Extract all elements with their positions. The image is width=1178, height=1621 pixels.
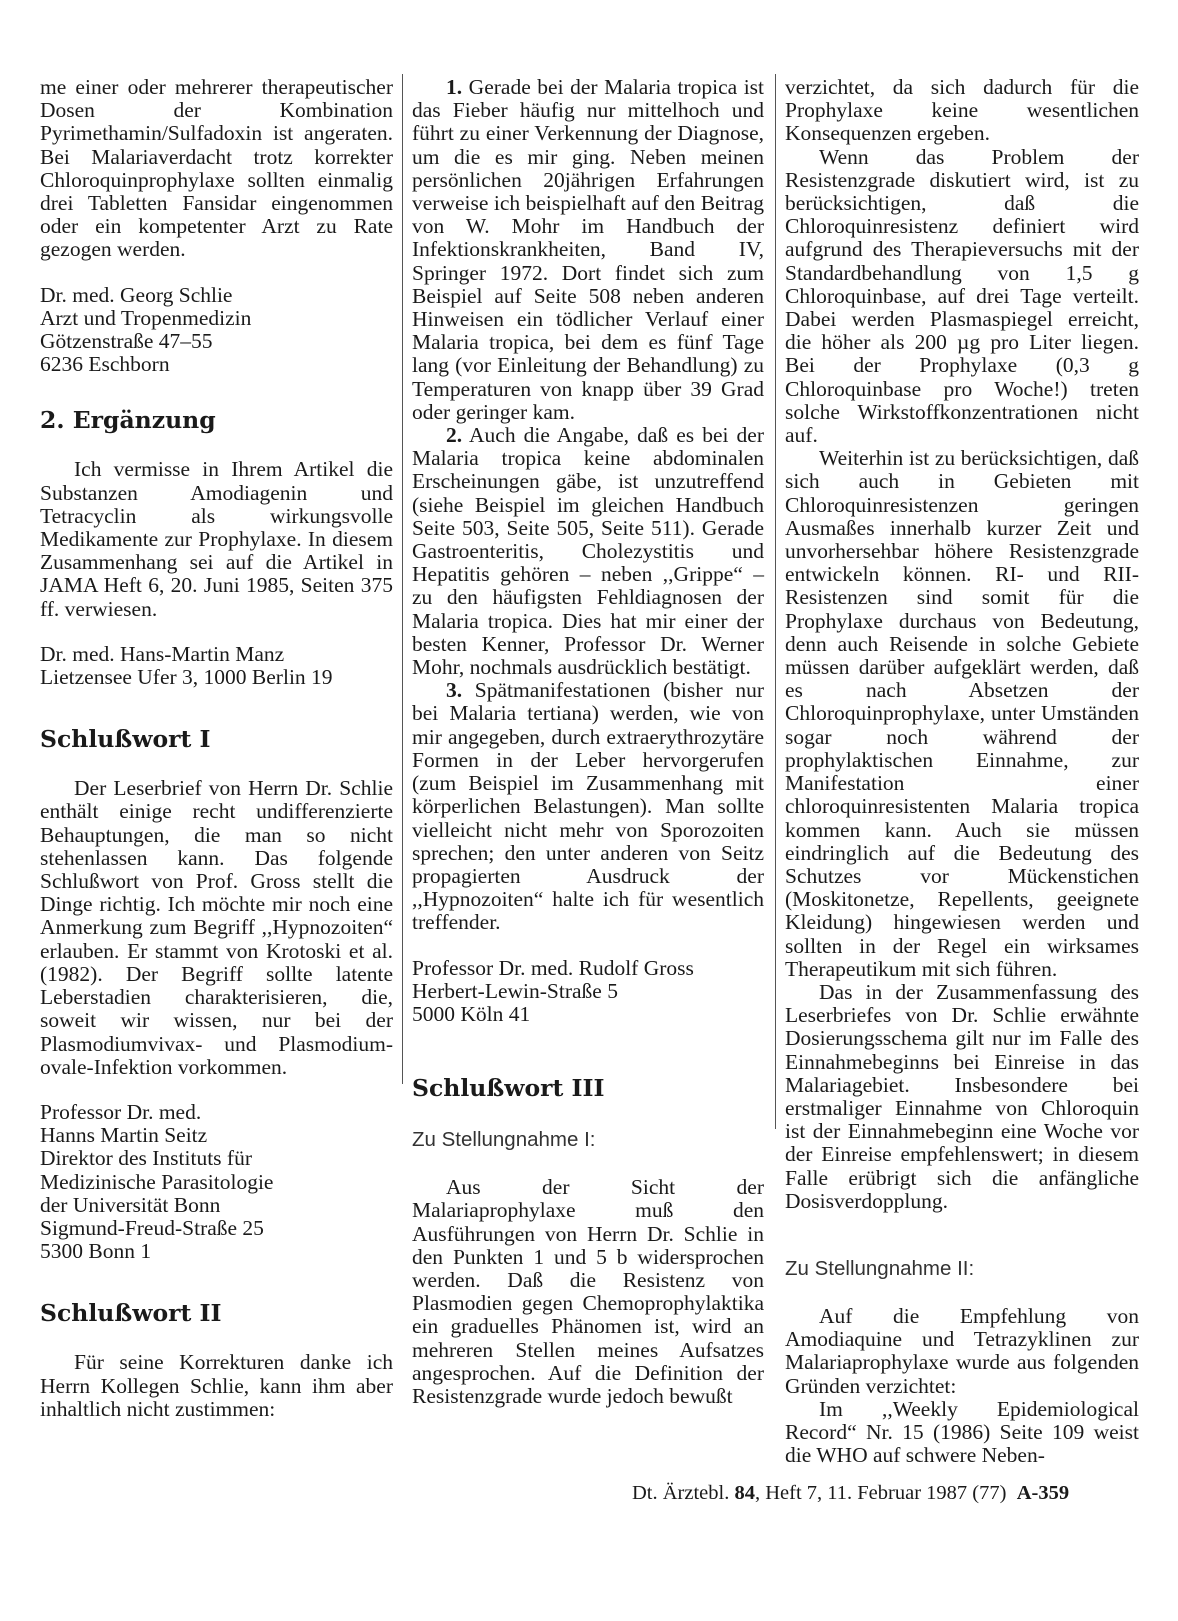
signature-line: Direktor des Instituts für: [40, 1146, 252, 1171]
paragraph-point-3: [412, 679, 764, 934]
paragraph-dosierungsschema: Das in der Zusammenfassung des Leserbriefes von Dr. Schlie erwähnte Dosierungsschema gilt nur im Falle des Einnahmebeginns bei Einreise in das Malariagebiet. Insbesondere bei erstmaliger Einnahme von Chloroquin ist der Einnahmebeginn eine Woche vor der Einreise empfehlenswert; in diesem Falle erübrigt sich die anfängliche Dosisverdopplung.: [785, 979, 1139, 1213]
signature-line: Götzenstraße 47–55: [40, 329, 213, 354]
footer-page-number: A-359: [1016, 1482, 1070, 1504]
paragraph-schlusswort-1: Der Leserbrief von Herrn Dr. Schlie enthält einige recht undifferenzierte Behauptungen, die man so nicht stehenlassen kann. Das folgende Schlußwort von Prof. Gross stellt die Dinge richtig. Ich möchte mir noch eine Anmerkung zum Begriff ,,Hypnozoiten“ erlauben. Er stammt von Krotoski et al. (1982). Der Begriff sollte latente Leberstadien charakterisieren, die, soweit wir wissen, nur bei der Plasmodiumvivax- und Plasmodium-ovale-Infektion vorkommen.: [40, 776, 393, 1079]
point-number: 3.: [446, 678, 463, 703]
heading-schlusswort-3: Schlußwort III: [412, 1074, 605, 1103]
footer-journal: Dt. Ärztebl.: [632, 1482, 730, 1504]
column-3: [785, 76, 1139, 1467]
signature-line: Dr. med. Hans-Martin Manz: [40, 641, 285, 666]
signature-line: der Universität Bonn: [40, 1192, 221, 1217]
point-number: 2.: [446, 423, 463, 448]
heading-schlusswort-2: Schlußwort II: [40, 1299, 222, 1328]
signature-line: Medizinische Parasitologie: [40, 1169, 274, 1194]
signature-line: Hanns Martin Seitz: [40, 1123, 208, 1148]
signature-line: Lietzensee Ufer 3, 1000 Berlin 19: [40, 665, 333, 690]
paragraph-ergaenzung: Ich vermisse in Ihrem Artikel die Substanzen Amodiagenin und Tetracyclin als wirkungsvolle Medikamente zur Prophylaxe. In diesem Zusammenhang sei auf die Artikel in JAMA Heft 6, 20. Juni 1985, Seiten 375 ff. verwiesen.: [40, 457, 393, 621]
paragraph-continued: verzichtet, da sich dadurch für die Prophylaxe keine wesentlichen Konsequenzen ergeben.: [785, 75, 1139, 146]
signature-manz: [40, 643, 393, 689]
point-text: Auch die Angabe, daß es bei der Malaria tropica keine abdominalen Erscheinungen gäbe, ist unzutreffend (siehe Beispiel im gleichen Handbuch Seite 503, Seite 505, Seite 511). Gerade Gastroenteritis, Cholezystitis und Hepatitis gehören – neben ,,Grippe“ – zu den häufigsten Fehldiagnosen der Malaria tropica. Dies hat mir einer der besten Kenner, Professor Dr. Werner Mohr, nochmals ausdrücklich bestätigt.: [412, 423, 764, 680]
paragraph-weiterhin: Weiterhin ist zu berücksichtigen, daß sich auch in Gebieten mit Chloroquinresistenzen geringen Ausmaßes innerhalb kurzer Zeit und unvorhersehbar höhere Resistenzgrade entwickeln können. RI- und RII-Resistenzen sind somit für die Prophylaxe durchaus von Bedeutung, denn auch Reisende in solche Gebiete müssen darüber aufgeklärt werden, daß es nach Absetzen der Chloroquinprophylaxe, unter Umständen sogar noch während der prophylaktischen Einnahme, zur Manifestation einer chloroquinresistenten Malaria tropica kommen kann. Auch sie müssen eindringlich auf die Bedeutung des Schutzes vor Mückenstichen (Moskitonetze, Repellents, geeignete Kleidung) hingewiesen werden und sollten in der Regel ein wirksames Therapeutikum mit sich führen.: [785, 446, 1139, 981]
paragraph-stellungnahme-1: Aus der Sicht der Malariaprophylaxe muß den Ausführungen von Herrn Dr. Schlie in den Punkten 1 und 5 b widersprochen werden. Daß die Resistenz von Plasmodien gegen Chemoprophylaktika ein graduelles Phänomen ist, wird an mehreren Stellen meines Aufsatzes angesprochen. Auf die Definition der Resistenzgrade wurde jedoch bewußt: [412, 1175, 764, 1408]
column-divider-left: [402, 74, 403, 1084]
footer-issue: , Heft 7, 11. Februar 1987 (77): [754, 1482, 1007, 1504]
paragraph-resistenzgrade: Wenn das Problem der Resistenzgrade diskutiert wird, ist zu berücksichtigen, daß die Chloroquinresistenz definiert wird aufgrund des Therapieversuchs mit der Standardbehandlung von 1,5 g Chloroquinbase, auf drei Tage verteilt. Dabei werden Plasmaspiegel erreicht, die höher als 200 µg pro Liter liegen. Bei der Prophylaxe (0,3 g Chloroquinbase pro Woche!) treten solche Wirkstoffkonzentrationen nicht auf.: [785, 144, 1139, 448]
subheading-stellungnahme-1: Zu Stellungnahme I:: [412, 1128, 596, 1152]
heading-schlusswort-1: Schlußwort I: [40, 725, 211, 754]
point-text: Spätmanifestationen (bisher nur bei Malaria tertiana) werden, wie von mir angegeben, durch extraerythrozytäre Formen in der Leber hervorgerufen (zum Beispiel im Zusammenhang mit körperlichen Belastungen). Man sollte vielleicht nicht mehr von Sporozoiten sprechen; den unter anderen von Seitz propagierten Ausdruck der ,,Hypnozoiten“ halte ich für wesentlich treffender.: [412, 678, 764, 935]
point-number: 1.: [446, 75, 463, 99]
signature-line: Herbert-Lewin-Straße 5: [412, 978, 618, 1003]
signature-seitz: [40, 1101, 393, 1263]
signature-line: Professor Dr. med. Rudolf Gross: [412, 955, 694, 980]
signature-line: Professor Dr. med.: [40, 1099, 202, 1124]
subheading-stellungnahme-2: Zu Stellungnahme II:: [785, 1256, 975, 1280]
column-2: [412, 76, 764, 1408]
signature-line: 5000 Köln 41: [412, 1001, 531, 1026]
footer-volume: 84: [734, 1482, 755, 1504]
column-divider-right: [775, 74, 776, 1129]
paragraph-who: Im ,,Weekly Epidemiological Record“ Nr. 15 (1986) Seite 109 weist die WHO auf schwere Neben-: [785, 1396, 1139, 1468]
paragraph-empfehlung: Auf die Empfehlung von Amodiaquine und Tetrazyklinen zur Malariaprophylaxe wurde aus folgenden Gründen verzichtet:: [785, 1303, 1139, 1398]
column-1: [40, 76, 393, 1421]
page-footer: [632, 1482, 1132, 1505]
paragraph-point-2: [412, 424, 764, 679]
signature-gross: [412, 957, 764, 1027]
signature-line: Dr. med. Georg Schlie: [40, 282, 233, 307]
signature-line: Sigmund-Freud-Straße 25: [40, 1215, 264, 1240]
signature-schlie: [40, 284, 393, 377]
signature-line: 5300 Bonn 1: [40, 1239, 152, 1264]
paragraph-schlusswort-2: Für seine Korrekturen danke ich Herrn Kollegen Schlie, kann ihm aber inhaltlich nicht zustimmen:: [40, 1350, 393, 1421]
signature-line: Arzt und Tropenmedizin: [40, 305, 252, 330]
paragraph-continued: me einer oder mehrerer therapeutischer Dosen der Kombination Pyrimethamin/Sulfadoxin ist angeraten. Bei Malariaverdacht trotz korrekter Chloroquinprophylaxe sollten einmalig drei Tabletten Fansidar eingenommen oder ein kompetenter Arzt zu Rate gezogen werden.: [40, 75, 393, 262]
heading-ergaenzung: 2. Ergänzung: [40, 406, 216, 435]
point-text: Gerade bei der Malaria tropica ist das Fieber häufig nur mittelhoch und führt zu einer Verkennung der Diagnose, um die es mir ging. Neben meinen persönlichen 20jährigen Erfahrungen verweise ich beispielhaft auf den Beitrag von W. Mohr im Handbuch der Infektionskrankheiten, Band IV, Springer 1972. Dort findet sich zum Beispiel auf Seite 508 neben anderen Hinweisen ein tödlicher Verlauf einer Malaria tropica, bei dem es fünf Tage lang (vor Einleitung der Behandlung) zu Temperaturen von knapp über 39 Grad oder geringer kam.: [412, 75, 765, 424]
paragraph-point-1: [412, 76, 764, 424]
signature-line: 6236 Eschborn: [40, 352, 170, 377]
